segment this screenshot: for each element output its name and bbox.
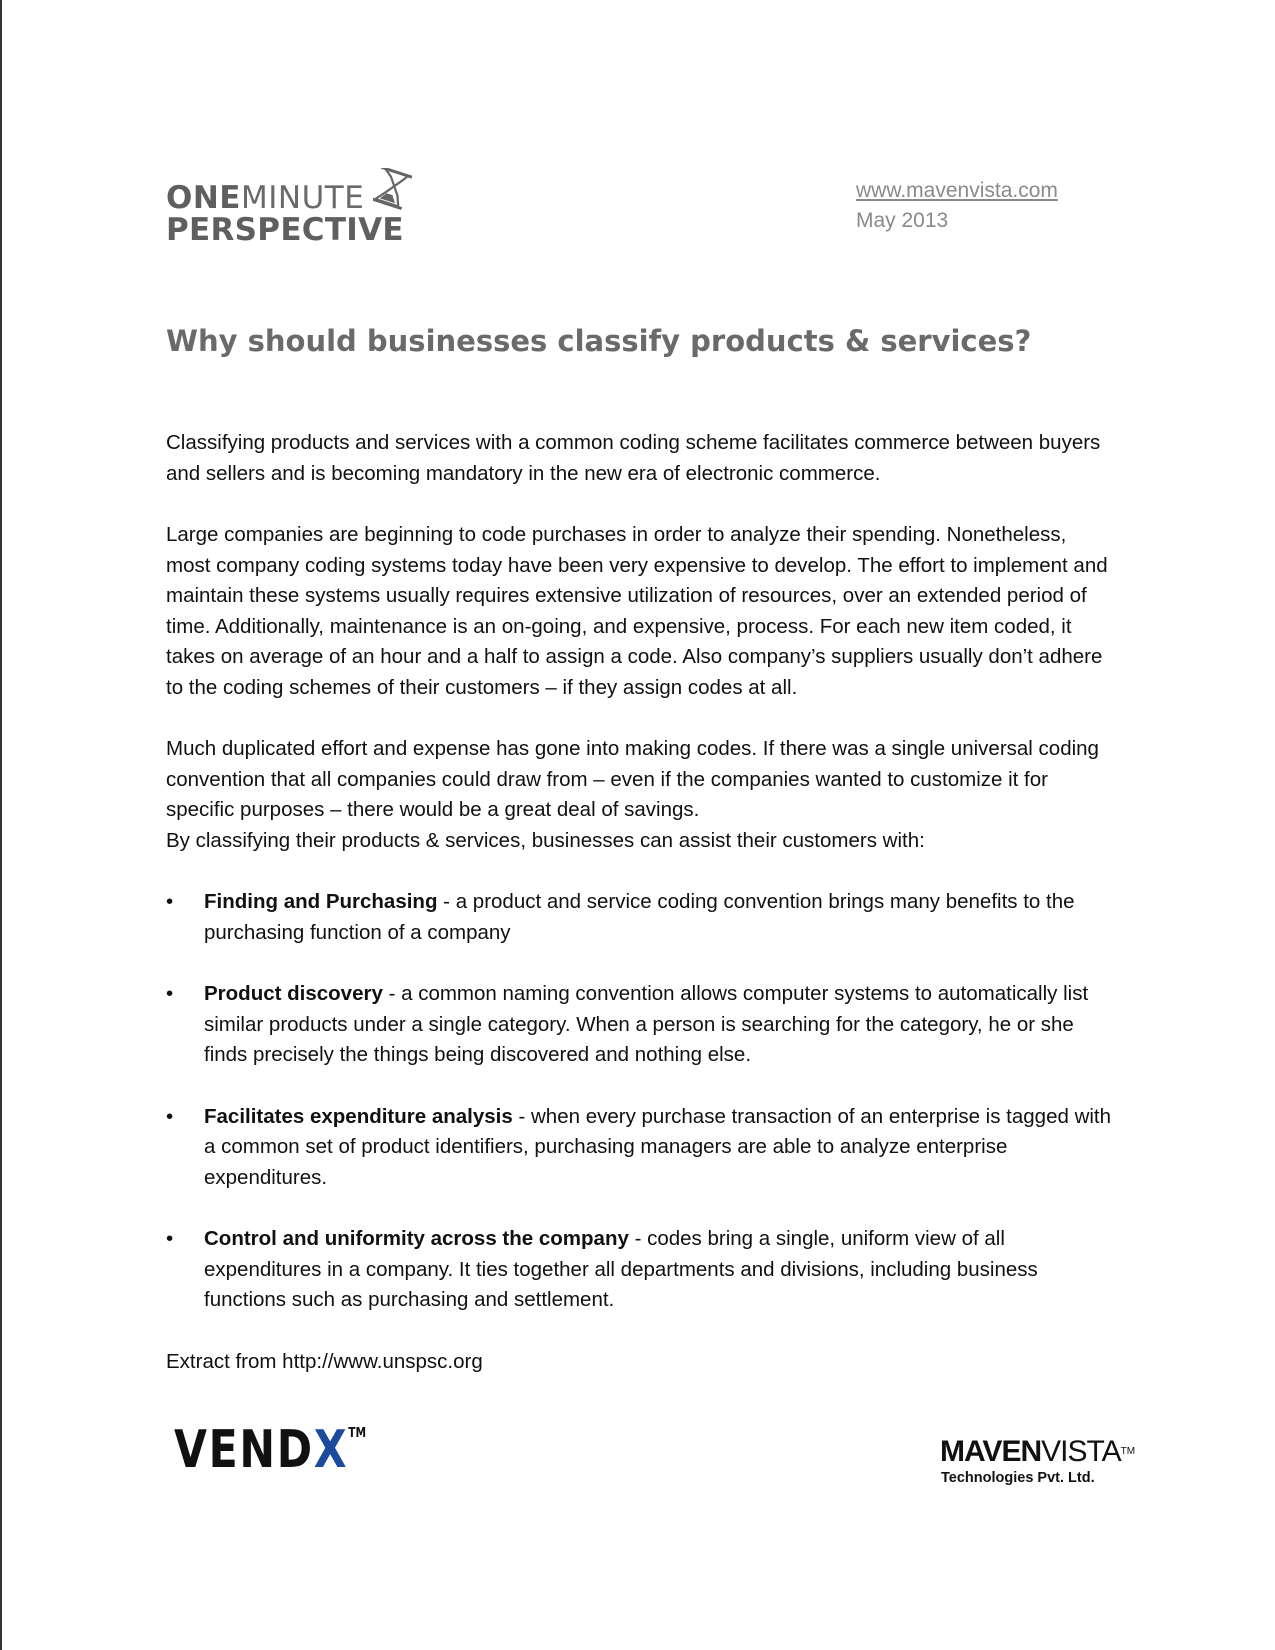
list-item: [166, 887, 1116, 948]
paragraph-duplicated-effort: Much duplicated effort and expense has gone into making codes. If there was a single universal coding convention that all companies could draw from – even if the companies wanted to customize it for specific purposes – there would be a great deal of savings.: [166, 737, 1099, 821]
mavenvista-trademark: TM: [1120, 1446, 1136, 1457]
vendx-logo: [174, 1420, 366, 1480]
website-link[interactable]: www.mavenvista.com: [856, 179, 1058, 202]
bullet-icon: •: [166, 982, 174, 1005]
article-body: [166, 428, 1116, 1408]
logo-line-one: [166, 180, 364, 216]
logo-one-text: ONE: [166, 180, 241, 216]
logo-minute-text: MINUTE: [240, 180, 365, 216]
list-item-text: - a product and service coding convention brings many benefits to the purchasing function of a company: [204, 890, 1075, 944]
source-attribution: Extract from http://www.unspsc.org: [166, 1349, 483, 1373]
one-minute-perspective-logo: [166, 168, 416, 248]
paragraph-intro: Classifying products and services with a common coding scheme facilitates commerce between buyers and sellers and is becoming mandatory in the new era of electronic commerce.: [166, 431, 1101, 485]
page-title: Why should businesses classify products & services?: [166, 324, 1032, 358]
mavenvista-light-text: VISTA: [1041, 1435, 1121, 1468]
header-meta: [856, 176, 1058, 236]
paragraph-assist-line: By classifying their products & services, businesses can assist their customers with:: [166, 828, 925, 852]
vendx-main-text: VEND: [174, 1420, 314, 1480]
paragraph-large-companies: Large companies are beginning to code purchases in order to analyze their spending. Nonetheless, most company coding systems today have been very expensive to develop. The effort to implement and maintain these systems usually requires extensive utilization of resources, over an extended period of time. Additionally, maintenance is an on-going, and expensive, process. For each new item coded, it takes on average of an hour and a half to assign a code. Also company’s suppliers usually don’t adhere to the coding schemes of their customers – if they assign codes at all.: [166, 523, 1108, 699]
benefits-list: [166, 887, 1116, 1316]
vendx-accent-text: X: [313, 1420, 349, 1480]
list-item-term: Facilitates expenditure analysis: [204, 1104, 513, 1128]
list-item: [166, 1102, 1116, 1194]
page-left-border: [0, 0, 2, 1650]
logo-perspective-text: PERSPECTIVE: [166, 212, 404, 248]
hourglass-icon: [373, 168, 413, 212]
bullet-icon: •: [166, 1104, 174, 1128]
list-item: [166, 979, 1116, 1071]
mavenvista-logo: [940, 1436, 1135, 1486]
list-item-text: - a common naming convention allows computer systems to automatically list similar products under a single category. When a person is searching for the category, he or she finds precisely the things being discovered and nothing else.: [204, 982, 1089, 1066]
mavenvista-wordmark: [940, 1436, 1135, 1468]
list-item-text: - codes bring a single, uniform view of all expenditures in a company. It ties together all departments and divisions, including business functions such as purchasing and settlement.: [204, 1227, 1038, 1311]
mavenvista-bold-text: MAVEN: [940, 1435, 1042, 1468]
list-item-term: Product discovery: [204, 982, 383, 1005]
list-item-text: - when every purchase transaction of an enterprise is tagged with a common set of product identifiers, purchasing managers are able to analyze enterprise expenditures.: [204, 1104, 1112, 1189]
mavenvista-tagline: Technologies Pvt. Ltd.: [941, 1470, 1095, 1486]
bullet-icon: •: [166, 890, 174, 913]
list-item-term: Finding and Purchasing: [204, 890, 438, 913]
list-item: [166, 1224, 1116, 1316]
vendx-trademark: TM: [348, 1426, 367, 1441]
publication-date: May 2013: [856, 209, 949, 232]
list-item-term: Control and uniformity across the company: [204, 1227, 629, 1250]
bullet-icon: •: [166, 1227, 174, 1250]
